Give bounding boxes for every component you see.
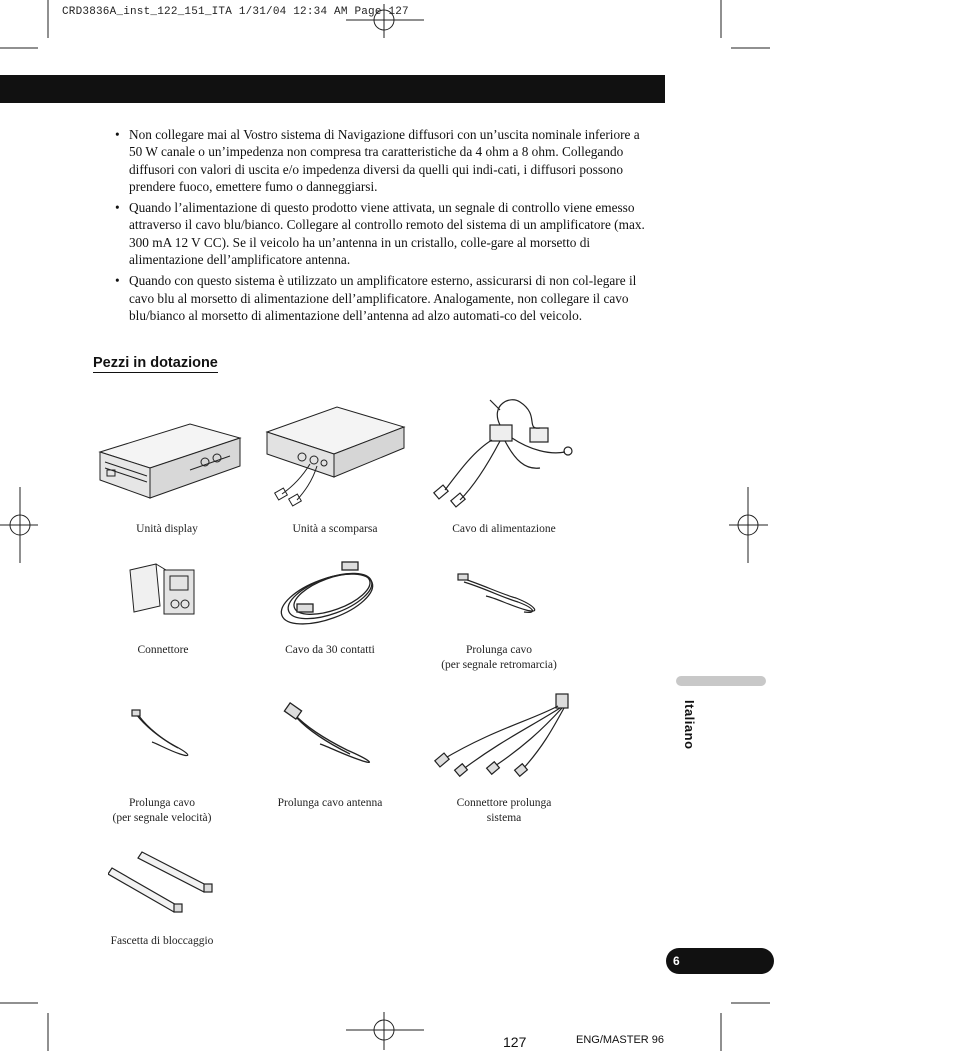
part-caption: Unità a scomparsa (292, 523, 378, 535)
part-caption: Cavo da 30 contatti (285, 644, 375, 656)
part-caption: Fascetta di bloccaggio (110, 935, 214, 947)
part-caption: Cavo di alimentazione (452, 523, 556, 535)
cable-tie-icon (108, 848, 216, 914)
reverse-extension-cable-icon (456, 566, 546, 618)
part-caption: Unità display (136, 523, 198, 535)
header-bar (0, 75, 665, 103)
antenna-extension-cable-icon (282, 700, 382, 768)
system-extension-connector-icon (432, 690, 574, 778)
part-caption: Prolunga cavo antenna (277, 797, 383, 809)
bullet-item: • Quando l’alimentazione di questo prodotto viene attivata, un segnale di controllo viene emesso attraverso il cavo blu/bianco. Collegare al controllo remoto del sistema di un amplificatore (max. 300 mA 12 V CC). Se il veicolo ha un’antenna in un cristallo, colle-gare al morsetto di alimentazione dell’amplificatore antenna. (113, 199, 648, 268)
part-caption: Connettore prolunga (456, 797, 552, 809)
power-cable-icon (430, 390, 580, 510)
part-caption: Connettore (137, 644, 189, 656)
language-tab (676, 676, 766, 686)
speed-extension-cable-icon (130, 708, 195, 760)
chapter-badge: 6 (666, 948, 774, 974)
section-title: Pezzi in dotazione (93, 355, 218, 371)
master-label: ENG/MASTER 96 (576, 1034, 665, 1046)
hide-away-unit-icon (262, 402, 407, 507)
page-number: 127 (503, 1034, 527, 1050)
language-label: Italiano (682, 700, 697, 750)
display-unit-icon (95, 420, 245, 502)
30-pin-cable-icon (272, 554, 390, 628)
bullet-item: • Non collegare mai al Vostro sistema di Navigazione diffusori con un’uscita nominale inferiore a 50 W canale o un’impedenza non compresa tra caratteristiche da 4 ohm a 8 ohm. Collegando diffusori con valori di uscita e/o impedenza diversi da quelli qui indi-cati, i diffusori possono prendere fuoco, emettere fumo o danneggiarsi. (113, 126, 648, 195)
part-caption-detail: sistema (486, 812, 522, 824)
part-caption-detail: (per segnale velocità) (112, 812, 212, 824)
part-caption: Prolunga cavo (128, 797, 196, 809)
print-slug: CRD3836A_inst_122_151_ITA 1/31/04 12:34 AM Page 127 (62, 6, 409, 18)
bullet-item: • Quando con questo sistema è utilizzato un amplificatore esterno, assicurarsi di non col-legare il cavo blu al morsetto di alimentazione dell’amplificatore. Analogamente, non collegare il cavo blu/bianco al morsetto di alimentazione dell’antenna ad alzo automati-co del veicolo. (113, 272, 648, 324)
part-caption-detail: (per segnale retromarcia) (441, 659, 557, 671)
connector-icon (126, 562, 201, 620)
warning-list (113, 126, 648, 328)
part-caption: Prolunga cavo (465, 644, 533, 656)
